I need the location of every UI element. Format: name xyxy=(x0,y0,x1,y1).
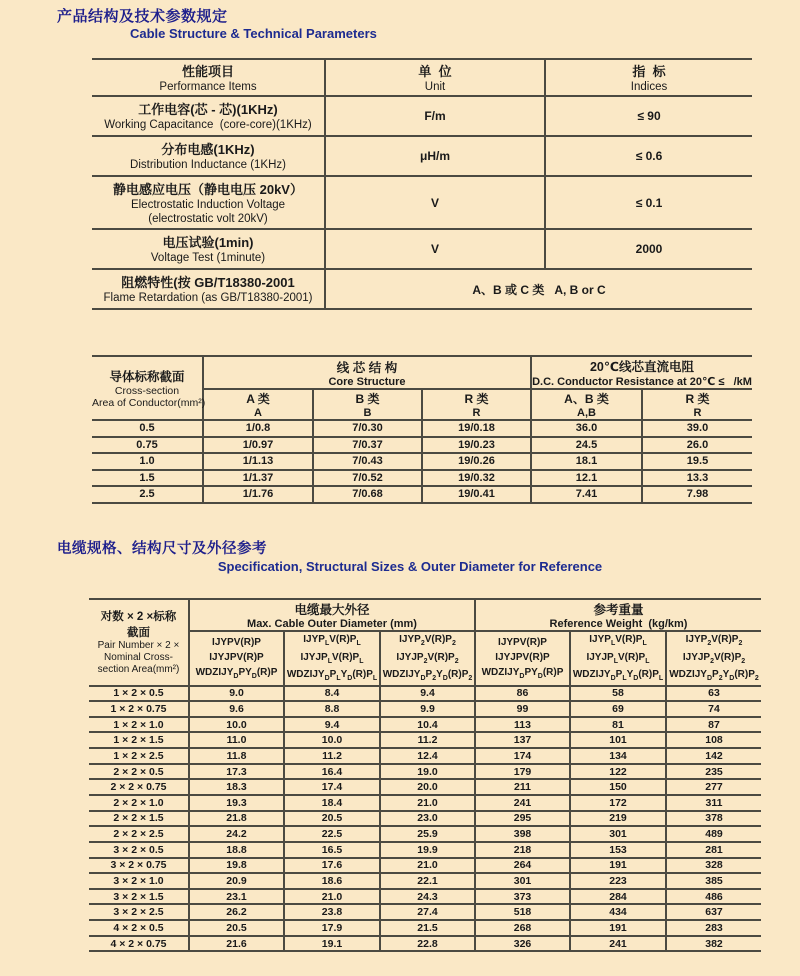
header-reference-weight xyxy=(475,599,761,631)
table-cell: 26.2 xyxy=(189,904,284,920)
table-cell: 7/0.37 xyxy=(313,437,422,454)
table-cell: 7/0.30 xyxy=(313,420,422,437)
cable-code-line: IJYPV(R)P xyxy=(498,636,547,648)
subheader-zh: B 类 xyxy=(355,392,380,406)
table-cell: 18.3 xyxy=(189,779,284,795)
cable-code-line: $WDZIJY_DPY_D(R)P$ xyxy=(195,666,278,680)
table-cell: 9.4 xyxy=(380,686,475,702)
table-row xyxy=(89,842,761,858)
table-cell: 486 xyxy=(666,889,761,905)
table-cell: 63 xyxy=(666,686,761,702)
table-row xyxy=(89,686,761,702)
header-pair-number xyxy=(89,599,189,686)
table-cell: 21.6 xyxy=(189,936,284,952)
table-cell: 3 × 2 × 2.5 xyxy=(89,904,189,920)
table-cell: 9.9 xyxy=(380,701,475,717)
table-cell: 211 xyxy=(475,779,570,795)
header-en-label: Max. Cable Outer Diameter (mm) xyxy=(247,618,417,630)
table-cell: 191 xyxy=(570,858,666,874)
performance-item-line: Voltage Test (1minute) xyxy=(150,252,266,265)
table-cell: 142 xyxy=(666,748,761,764)
table-cell: 108 xyxy=(666,732,761,748)
table-cell: 4 × 2 × 0.5 xyxy=(89,920,189,936)
header-indices xyxy=(545,59,752,96)
cable-code-line: $WDZIJY_DP_2Y_D(R)P_2$ xyxy=(669,669,759,682)
conductor-table xyxy=(92,355,752,504)
performance-table-body xyxy=(92,96,752,309)
cable-code-line: $WDZIJY_DP_LY_D(R)P_L$ xyxy=(286,669,378,682)
unit-cell: F/m xyxy=(325,96,545,136)
cable-code-line: IJYJPV(R)P xyxy=(495,651,550,663)
header-max-outer-diameter xyxy=(189,599,475,631)
performance-item-cell xyxy=(92,229,325,269)
table-cell: 1/0.97 xyxy=(203,437,313,454)
performance-item-line: 工作电容(芯 - 芯)(1KHz) xyxy=(138,102,278,118)
subheader-en: A,B xyxy=(577,407,596,419)
cable-code-line: IJYPV(R)P xyxy=(212,636,261,648)
header-conductor-cross-section xyxy=(92,356,206,420)
table-row xyxy=(92,269,752,309)
cable-type-codes xyxy=(284,631,380,686)
table-cell: 7.98 xyxy=(642,486,752,503)
table-cell: 22.5 xyxy=(284,826,380,842)
header-zh-label: 性能项目 xyxy=(181,63,234,79)
subheader-class-a xyxy=(203,389,313,420)
header-zh-label: 电缆最大外径 xyxy=(294,603,370,617)
table-row xyxy=(89,904,761,920)
table-cell: 3 × 2 × 1.5 xyxy=(89,889,189,905)
table-cell: 39.0 xyxy=(642,420,752,437)
table-row xyxy=(89,889,761,905)
table-cell: 81 xyxy=(570,717,666,733)
table-cell: 3 × 2 × 0.5 xyxy=(89,842,189,858)
table-cell: 328 xyxy=(666,858,761,874)
table-cell: 17.3 xyxy=(189,764,284,780)
table-cell: 283 xyxy=(666,920,761,936)
table-cell: 518 xyxy=(475,904,570,920)
table-cell: 1/1.76 xyxy=(203,486,313,503)
table-row xyxy=(92,420,752,437)
table-cell: 113 xyxy=(475,717,570,733)
subheader-en: A xyxy=(254,407,262,419)
unit-cell: V xyxy=(325,229,545,269)
header-en-label: Pair Number × 2 × xyxy=(97,640,180,652)
table-row xyxy=(89,717,761,733)
table-cell: 22.1 xyxy=(380,873,475,889)
dimensions-table xyxy=(89,598,761,952)
header-zh-label: 单 位 xyxy=(418,63,452,79)
table-row xyxy=(92,136,752,176)
table-cell: 2 × 2 × 1.5 xyxy=(89,811,189,827)
table-cell: 179 xyxy=(475,764,570,780)
table-row xyxy=(89,701,761,717)
table-cell: 122 xyxy=(570,764,666,780)
header-en-label: Unit xyxy=(424,80,446,93)
table-row xyxy=(89,764,761,780)
table-cell: 9.6 xyxy=(189,701,284,717)
performance-item-cell xyxy=(92,269,325,309)
table-cell: 18.4 xyxy=(284,795,380,811)
subheader-class-b xyxy=(313,389,422,420)
table-cell: 20.0 xyxy=(380,779,475,795)
performance-item-line: 电压试验(1min) xyxy=(162,235,254,251)
table-cell: 23.0 xyxy=(380,811,475,827)
performance-item-line: Working Capacitance (core-core)(1KHz) xyxy=(104,119,312,132)
index-cell: ≤ 0.6 xyxy=(545,136,752,176)
conductor-header-row xyxy=(92,356,752,389)
table-cell: 19/0.26 xyxy=(422,453,531,470)
header-en-label: Indices xyxy=(630,80,668,93)
table-cell: 12.1 xyxy=(531,470,642,487)
table-cell: 4 × 2 × 0.75 xyxy=(89,936,189,952)
table-cell: 2 × 2 × 2.5 xyxy=(89,826,189,842)
table-cell: 264 xyxy=(475,858,570,874)
dimensions-table-body xyxy=(89,686,761,952)
table-cell: 1/0.8 xyxy=(203,420,313,437)
table-cell: 11.8 xyxy=(189,748,284,764)
table-cell: 1/1.13 xyxy=(203,453,313,470)
cable-code-line: $WDZIJY_DPY_D(R)P$ xyxy=(481,666,564,680)
section2-title-zh: 电缆规格、结构尺寸及外径参考 xyxy=(57,541,267,557)
table-cell: 19.5 xyxy=(642,453,752,470)
table-cell: 23.1 xyxy=(189,889,284,905)
table-cell: 1 × 2 × 1.5 xyxy=(89,732,189,748)
table-cell: 87 xyxy=(666,717,761,733)
section1-title-en: Cable Structure & Technical Parameters xyxy=(130,26,377,41)
table-row xyxy=(89,858,761,874)
table-cell: 0.5 xyxy=(92,420,203,437)
table-cell: 36.0 xyxy=(531,420,642,437)
table-cell: 311 xyxy=(666,795,761,811)
table-cell: 19/0.23 xyxy=(422,437,531,454)
table-cell: 17.6 xyxy=(284,858,380,874)
performance-header-row xyxy=(92,59,752,96)
table-row xyxy=(92,96,752,136)
table-cell: 86 xyxy=(475,686,570,702)
table-row xyxy=(89,826,761,842)
header-zh-label: 导体标称截面 xyxy=(109,370,185,384)
subheader-en: R xyxy=(472,407,481,419)
table-cell: 241 xyxy=(570,936,666,952)
table-cell: 434 xyxy=(570,904,666,920)
table-cell: 191 xyxy=(570,920,666,936)
table-cell: 268 xyxy=(475,920,570,936)
table-cell: 277 xyxy=(666,779,761,795)
table-cell: 1.5 xyxy=(92,470,203,487)
header-zh-label: 对数 × 2 ×标称 xyxy=(100,611,177,624)
table-cell: 1/1.37 xyxy=(203,470,313,487)
table-cell: 8.4 xyxy=(284,686,380,702)
table-cell: 7.41 xyxy=(531,486,642,503)
subheader-en: B xyxy=(363,407,372,419)
table-cell: 7/0.68 xyxy=(313,486,422,503)
table-cell: 16.4 xyxy=(284,764,380,780)
table-cell: 58 xyxy=(570,686,666,702)
table-cell: 20.5 xyxy=(189,920,284,936)
table-row xyxy=(89,732,761,748)
header-dc-resistance xyxy=(531,356,752,389)
table-cell: 2 × 2 × 0.75 xyxy=(89,779,189,795)
performance-item-line: Distribution Inductance (1KHz) xyxy=(130,159,286,172)
table-cell: 24.5 xyxy=(531,437,642,454)
header-unit xyxy=(325,59,545,96)
header-en-label: D.C. Conductor Resistance at 20℃ ≤ /kM xyxy=(532,376,752,388)
header-en-label: Performance Items xyxy=(159,80,257,93)
table-cell: 25.9 xyxy=(380,826,475,842)
performance-item-cell xyxy=(92,96,325,136)
merged-value-cell: A、B 或 C 类 A, B or C xyxy=(325,269,752,309)
table-cell: 19.0 xyxy=(380,764,475,780)
cable-code-line: $WDZIJY_DP_2Y_D(R)P_2$ xyxy=(382,669,473,682)
table-cell: 21.0 xyxy=(284,889,380,905)
cable-code-line: $IJYP_LV(R)P_L$ xyxy=(303,634,361,647)
table-row xyxy=(89,748,761,764)
table-cell: 12.4 xyxy=(380,748,475,764)
table-cell: 16.5 xyxy=(284,842,380,858)
table-cell: 19.8 xyxy=(189,858,284,874)
table-cell: 301 xyxy=(570,826,666,842)
table-cell: 295 xyxy=(475,811,570,827)
table-cell: 637 xyxy=(666,904,761,920)
table-cell: 17.9 xyxy=(284,920,380,936)
table-cell: 235 xyxy=(666,764,761,780)
subheader-zh: A、B 类 xyxy=(564,392,609,406)
header-zh-label: 20℃线芯直流电阻 xyxy=(589,360,695,374)
table-cell: 8.8 xyxy=(284,701,380,717)
table-cell: 2 × 2 × 0.5 xyxy=(89,764,189,780)
header-performance-items xyxy=(92,59,325,96)
table-cell: 21.0 xyxy=(380,858,475,874)
table-cell: 27.4 xyxy=(380,904,475,920)
table-row xyxy=(92,486,752,503)
cable-code-line: $IJYJP_2V(R)P_2$ xyxy=(682,651,746,665)
table-cell: 19/0.32 xyxy=(422,470,531,487)
cable-type-codes xyxy=(189,631,284,686)
table-cell: 9.4 xyxy=(284,717,380,733)
subheader-en: R xyxy=(693,407,702,419)
performance-item-cell xyxy=(92,136,325,176)
subheader-class-r2 xyxy=(642,389,752,420)
performance-item-cell xyxy=(92,176,325,229)
table-cell: 10.4 xyxy=(380,717,475,733)
section2-title-en: Specification, Structural Sizes & Outer Diameter for Reference xyxy=(217,559,603,574)
index-cell: ≤ 90 xyxy=(545,96,752,136)
table-row xyxy=(92,176,752,229)
table-cell: 150 xyxy=(570,779,666,795)
table-cell: 13.3 xyxy=(642,470,752,487)
table-row xyxy=(89,920,761,936)
performance-item-line: (electrostatic volt 20kV) xyxy=(148,213,268,225)
cable-code-line: IJYJPV(R)P xyxy=(209,651,264,663)
table-cell: 1 × 2 × 0.5 xyxy=(89,686,189,702)
index-cell: ≤ 0.1 xyxy=(545,176,752,229)
header-core-structure xyxy=(203,356,531,389)
header-en-label: Reference Weight (kg/km) xyxy=(549,618,688,630)
table-row xyxy=(89,795,761,811)
table-cell: 26.0 xyxy=(642,437,752,454)
header-zh-label: 截面 xyxy=(127,627,150,640)
table-row xyxy=(89,936,761,952)
table-cell: 22.8 xyxy=(380,936,475,952)
table-cell: 1 × 2 × 2.5 xyxy=(89,748,189,764)
table-row xyxy=(89,779,761,795)
table-row xyxy=(92,229,752,269)
performance-table xyxy=(92,58,752,310)
table-cell: 99 xyxy=(475,701,570,717)
table-cell: 326 xyxy=(475,936,570,952)
table-cell: 19/0.18 xyxy=(422,420,531,437)
cable-type-codes xyxy=(666,631,761,686)
header-zh-label: 指 标 xyxy=(632,63,666,79)
cable-type-codes xyxy=(570,631,666,686)
table-cell: 1 × 2 × 0.75 xyxy=(89,701,189,717)
table-cell: 382 xyxy=(666,936,761,952)
performance-item-line: 静电感应电压（静电电压 20kV） xyxy=(113,181,303,197)
table-cell: 2 × 2 × 1.0 xyxy=(89,795,189,811)
table-cell: 301 xyxy=(475,873,570,889)
table-cell: 1.0 xyxy=(92,453,203,470)
table-cell: 153 xyxy=(570,842,666,858)
table-cell: 10.0 xyxy=(284,732,380,748)
table-cell: 24.2 xyxy=(189,826,284,842)
dimensions-header-row xyxy=(89,599,761,631)
table-cell: 19/0.41 xyxy=(422,486,531,503)
header-en-label: section Area(mm²) xyxy=(97,664,180,676)
table-cell: 385 xyxy=(666,873,761,889)
cable-code-line: $WDZIJY_DP_LY_D(R)P_L$ xyxy=(572,669,664,682)
performance-item-line: Flame Retardation (as GB/T18380-2001) xyxy=(103,292,313,305)
table-cell: 11.2 xyxy=(380,732,475,748)
table-cell: 281 xyxy=(666,842,761,858)
index-cell: 2000 xyxy=(545,229,752,269)
table-cell: 23.8 xyxy=(284,904,380,920)
subheader-class-ab xyxy=(531,389,642,420)
table-cell: 218 xyxy=(475,842,570,858)
table-cell: 7/0.52 xyxy=(313,470,422,487)
table-cell: 74 xyxy=(666,701,761,717)
table-cell: 18.1 xyxy=(531,453,642,470)
table-cell: 241 xyxy=(475,795,570,811)
header-en-label: Cross-section xyxy=(114,385,180,397)
table-cell: 18.6 xyxy=(284,873,380,889)
table-cell: 3 × 2 × 0.75 xyxy=(89,858,189,874)
performance-item-line: 阻燃特性(按 GB/T18380-2001 xyxy=(121,275,295,291)
table-cell: 373 xyxy=(475,889,570,905)
table-cell: 11.2 xyxy=(284,748,380,764)
cable-code-line: $IJYJP_LV(R)P_L$ xyxy=(300,651,364,665)
table-cell: 101 xyxy=(570,732,666,748)
cable-code-line: $IJYP_LV(R)P_L$ xyxy=(589,634,647,647)
table-cell: 24.3 xyxy=(380,889,475,905)
table-cell: 21.5 xyxy=(380,920,475,936)
table-cell: 11.0 xyxy=(189,732,284,748)
subheader-zh: R 类 xyxy=(685,392,710,406)
table-cell: 2.5 xyxy=(92,486,203,503)
cable-code-line: $IJYJP_2V(R)P_2$ xyxy=(396,651,459,665)
table-row xyxy=(92,453,752,470)
table-cell: 21.8 xyxy=(189,811,284,827)
unit-cell: V xyxy=(325,176,545,229)
header-zh-label: 参考重量 xyxy=(593,603,644,617)
table-row xyxy=(89,811,761,827)
table-cell: 378 xyxy=(666,811,761,827)
table-cell: 398 xyxy=(475,826,570,842)
table-cell: 19.9 xyxy=(380,842,475,858)
table-cell: 3 × 2 × 1.0 xyxy=(89,873,189,889)
table-cell: 18.8 xyxy=(189,842,284,858)
unit-cell: μH/m xyxy=(325,136,545,176)
header-en-label: Area of Conductor(mm²) xyxy=(92,397,206,409)
table-cell: 284 xyxy=(570,889,666,905)
cable-type-codes xyxy=(475,631,570,686)
performance-item-line: 分布电感(1KHz) xyxy=(161,142,255,158)
table-cell: 7/0.43 xyxy=(313,453,422,470)
table-cell: 223 xyxy=(570,873,666,889)
table-cell: 9.0 xyxy=(189,686,284,702)
table-cell: 0.75 xyxy=(92,437,203,454)
table-cell: 21.0 xyxy=(380,795,475,811)
table-cell: 20.9 xyxy=(189,873,284,889)
cable-type-codes xyxy=(380,631,475,686)
subheader-class-r xyxy=(422,389,531,420)
header-en-label: Core Structure xyxy=(328,375,406,388)
table-cell: 219 xyxy=(570,811,666,827)
cable-code-line: $IJYJP_LV(R)P_L$ xyxy=(586,651,650,665)
cable-code-line: $IJYP_2V(R)P_2$ xyxy=(399,634,456,647)
conductor-table-body xyxy=(92,420,752,503)
table-cell: 1 × 2 × 1.0 xyxy=(89,717,189,733)
table-cell: 10.0 xyxy=(189,717,284,733)
table-cell: 19.1 xyxy=(284,936,380,952)
table-cell: 20.5 xyxy=(284,811,380,827)
table-row xyxy=(92,437,752,454)
table-cell: 137 xyxy=(475,732,570,748)
table-cell: 172 xyxy=(570,795,666,811)
subheader-zh: A 类 xyxy=(246,392,270,406)
table-cell: 17.4 xyxy=(284,779,380,795)
table-cell: 134 xyxy=(570,748,666,764)
cable-code-line: $IJYP_2V(R)P_2$ xyxy=(685,634,743,647)
table-row xyxy=(89,873,761,889)
table-row xyxy=(92,470,752,487)
header-zh-label: 线 芯 结 构 xyxy=(336,360,398,375)
section1-title-zh: 产品结构及技术参数规定 xyxy=(57,8,228,25)
table-cell: 69 xyxy=(570,701,666,717)
table-cell: 19.3 xyxy=(189,795,284,811)
subheader-zh: R 类 xyxy=(464,392,489,406)
header-en-label: Nominal Cross- xyxy=(104,652,173,664)
table-cell: 174 xyxy=(475,748,570,764)
performance-item-line: Electrostatic Induction Voltage xyxy=(130,198,286,211)
cable-codes-row xyxy=(89,631,761,686)
table-cell: 489 xyxy=(666,826,761,842)
